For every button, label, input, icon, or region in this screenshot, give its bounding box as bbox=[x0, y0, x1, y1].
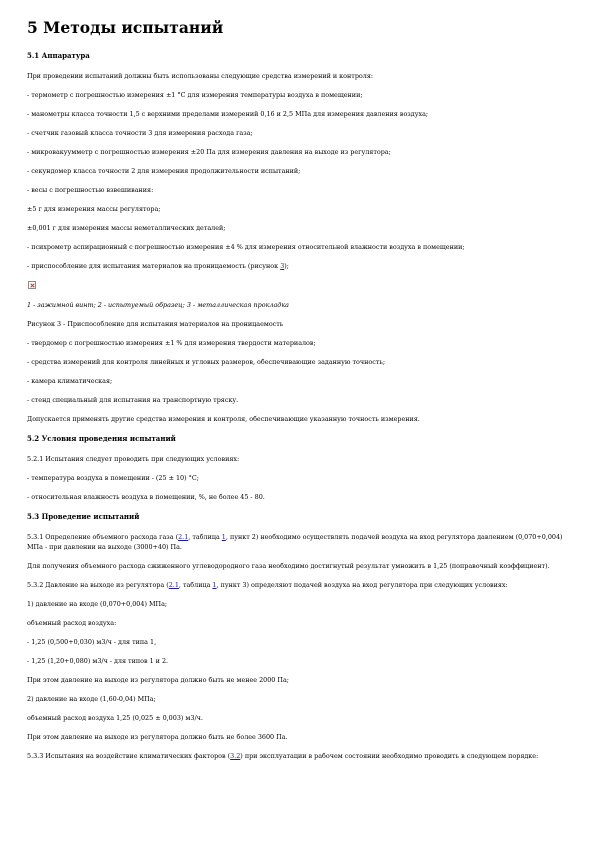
paragraph: При проведении испытаний должны быть использованы следующие средства измерений и контроля: bbox=[27, 72, 374, 80]
list-item: - весы с погрешностью взвешивания: bbox=[27, 186, 154, 194]
list-item: - 1,25 (0,500+0,030) м3/ч - для типа 1, bbox=[27, 637, 157, 646]
paragraph: 5.2.1 Испытания следует проводить при следующих условиях: bbox=[27, 455, 240, 463]
table-1-link[interactable]: 1 bbox=[212, 580, 217, 589]
paragraph: 2) давление на входе (1,60-0,04) МПа; bbox=[27, 694, 156, 703]
clause-3-2-link[interactable]: 3.2 bbox=[230, 751, 241, 760]
text: 5.3.3 Испытания на воздействие климатических факторов ( bbox=[27, 751, 231, 760]
list-item: - счетчик газовый класса точности 3 для измерения расхода газа; bbox=[27, 129, 253, 137]
list-item: - стенд специальный для испытания на транспортную тряску. bbox=[27, 396, 239, 404]
list-item: - микровакуумметр с погрешностью измерения ±20 Па для измерения давления на выходе из регулятора; bbox=[27, 148, 391, 156]
list-item: - секундомер класса точности 2 для измерения продолжительности испытаний; bbox=[27, 167, 301, 175]
text: , таблица bbox=[188, 533, 222, 541]
list-item: - 1,25 (1,20+0,080) м3/ч - для типов 1 и 2. bbox=[27, 656, 169, 665]
broken-image-icon bbox=[28, 281, 36, 289]
list-item: - температура воздуха в помещении - (25 ± 10) °С; bbox=[27, 474, 199, 482]
figure-caption: Рисунок 3 - Приспособление для испытания материалов на проницаемость bbox=[27, 320, 284, 328]
list-item: - средства измерений для контроля линейных и угловых размеров, обеспечивающие заданную точность; bbox=[27, 358, 385, 366]
list-item: - манометры класса точности 1,5 с верхними пределами измерений 0,16 и 2,5 МПа для измерения давления воздуха; bbox=[27, 110, 429, 118]
paragraph: 1) давление на входе (0,070+0,004) МПа; bbox=[27, 599, 168, 608]
paragraph: При этом давление на выходе из регулятора должно быть не менее 2000 Па; bbox=[27, 675, 289, 684]
list-item-text: - приспособление для испытания материалов на проницаемость (рисунок bbox=[27, 262, 281, 270]
table-1-link[interactable]: 1 bbox=[221, 533, 226, 541]
list-item-text: ); bbox=[284, 262, 289, 270]
text: , таблица bbox=[178, 580, 213, 589]
clause-2-1-link[interactable]: 2.1 bbox=[168, 580, 179, 589]
paragraph: Допускается применять другие средства измерения и контроля, обеспечивающие указанную точность измерения. bbox=[27, 415, 420, 423]
figure-3-link[interactable]: 3 bbox=[280, 262, 285, 270]
text: , пункт 3) определяют подачей воздуха на вход регулятора при следующих условиях: bbox=[216, 580, 508, 589]
list-item: ±5 г для измерения массы регулятора; bbox=[27, 205, 161, 213]
text: 5.3.2 Давление на выходе из регулятора ( bbox=[27, 580, 169, 589]
paragraph bbox=[27, 533, 572, 552]
section-heading-5-1: 5.1 Аппаратура bbox=[27, 51, 90, 60]
list-item: - относительная влажность воздуха в помещении, %, не более 45 - 80. bbox=[27, 493, 265, 501]
section-heading-5-3: 5.3 Проведение испытаний bbox=[27, 512, 140, 521]
paragraph bbox=[27, 581, 572, 591]
paragraph: объемный расход воздуха 1,25 (0,025 ± 0,003) м3/ч. bbox=[27, 713, 203, 722]
text: , пункт 2) необходимо осуществлять подачей воздуха на вход регулятора давлением (0,070+0,004) МПа - при давлении на выходе (3000+40) Па. bbox=[27, 533, 563, 551]
paragraph: При этом давление на выходе из регулятора должно быть не более 3600 Па. bbox=[27, 732, 288, 741]
list-item bbox=[27, 262, 572, 272]
figure-legend: 1 - зажимной винт; 2 - испытуемый образец; 3 - металлическая прокладка bbox=[27, 301, 289, 309]
page-title: 5 Методы испытаний bbox=[27, 18, 224, 37]
list-item: - твердомер с погрешностью измерения ±1 % для измерения твердости материалов; bbox=[27, 339, 316, 347]
section-heading-5-2: 5.2 Условия проведения испытаний bbox=[27, 434, 176, 443]
text: 5.3.1 Определение объемного расхода газа ( bbox=[27, 533, 179, 541]
paragraph bbox=[27, 752, 572, 762]
list-item: - термометр с погрешностью измерения ±1 °С для измерения температуры воздуха в помещении; bbox=[27, 91, 363, 99]
list-item: ±0,001 г для измерения массы неметаллических деталей; bbox=[27, 224, 226, 232]
clause-2-1-link[interactable]: 2.1 bbox=[178, 533, 189, 541]
document-page bbox=[27, 18, 572, 771]
text: ) при эксплуатации в рабочем состоянии необходимо проводить в следующем порядке: bbox=[240, 751, 539, 760]
list-item: - камера климатическая; bbox=[27, 377, 113, 385]
list-item: - психрометр аспирационный с погрешностью измерения ±4 % для измерения относительной влажности воздуха в помещении; bbox=[27, 243, 465, 251]
paragraph: Для получения объемного расхода сжиженного углеводородного газа необходимо достигнутый результат умножить в 1,25 (поправочный коэффициент). bbox=[27, 561, 550, 570]
paragraph: объемный расход воздуха: bbox=[27, 618, 117, 627]
